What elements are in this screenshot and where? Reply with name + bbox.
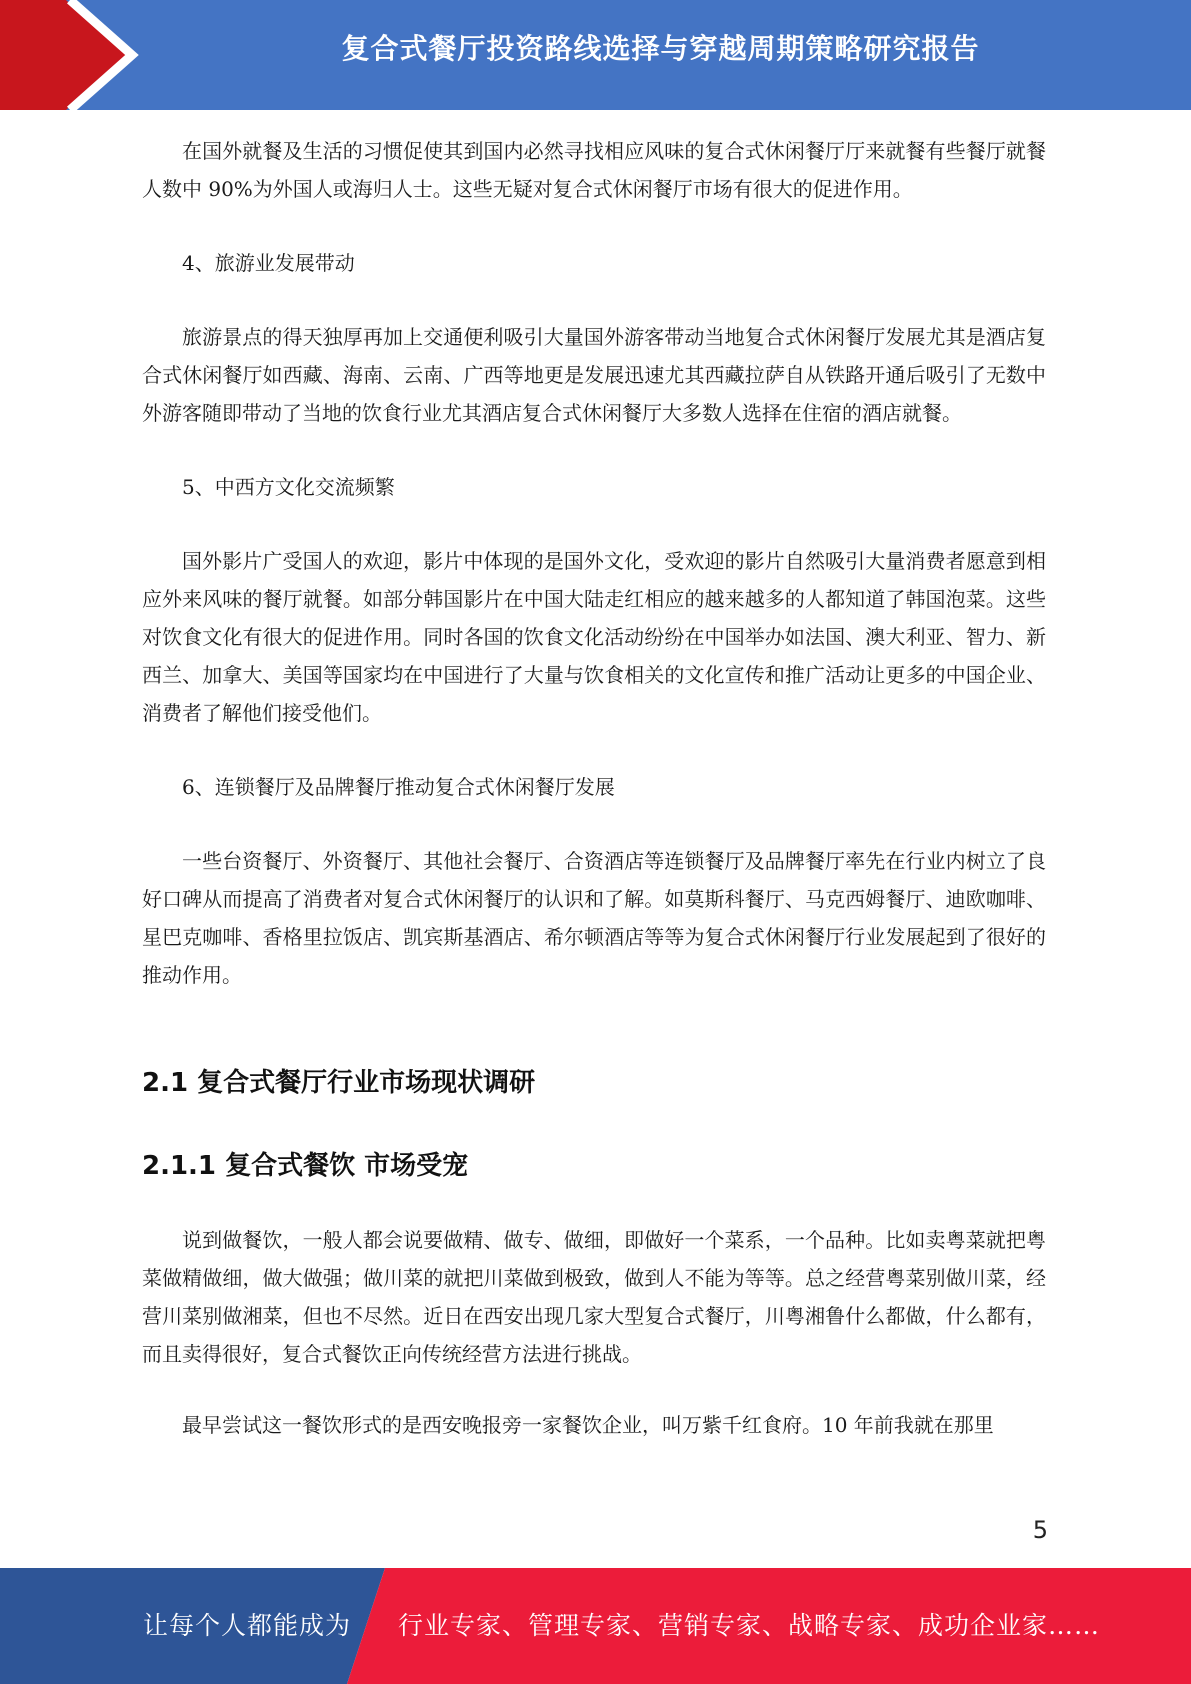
header-chevron-decoration <box>0 0 150 110</box>
paragraph: 在国外就餐及生活的习惯促使其到国内必然寻找相应风味的复合式休闲餐厅厅来就餐有些餐厅就餐人数中 90%为外国人或海归人士。这些无疑对复合式休闲餐厅市场有很大的促进作用。 <box>142 139 1046 201</box>
paragraph: 最早尝试这一餐饮形式的是西安晚报旁一家餐饮企业，叫万紫千红食府。10 年前我就在那里 <box>182 1413 994 1437</box>
paragraph: 旅游景点的得天独厚再加上交通便利吸引大量国外游客带动当地复合式休闲餐厅发展尤其是酒店复合式休闲餐厅如西藏、海南、云南、广西等地更是发展迅速尤其西藏拉萨自从铁路开通后吸引了无数中外游客随即带动了当地的饮食行业尤其酒店复合式休闲餐厅大多数人选择在住宿的酒店就餐。 <box>142 325 1046 425</box>
footer-slogan-left: 让每个人都能成为 <box>143 1611 352 1640</box>
paragraph: 说到做餐饮，一般人都会说要做精、做专、做细，即做好一个菜系，一个品种。比如卖粤菜就把粤菜做精做细，做大做强；做川菜的就把川菜做到极致，做到人不能为等等。总之经营粤菜别做川菜，经营川菜别做湘菜，但也不尽然。近日在西安出现几家大型复合式餐厅，川粤湘鲁什么都做，什么都有，而且卖得很好，复合式餐饮正向传统经营方法进行挑战。 <box>142 1228 1046 1366</box>
list-item-heading: 4、旅游业发展带动 <box>182 251 355 275</box>
paragraph: 一些台资餐厅、外资餐厅、其他社会餐厅、合资酒店等连锁餐厅及品牌餐厅率先在行业内树立了良好口碑从而提高了消费者对复合式休闲餐厅的认识和了解。如莫斯科餐厅、马克西姆餐厅、迪欧咖啡、星巴克咖啡、香格里拉饭店、凯宾斯基酒店、希尔顿酒店等等为复合式休闲餐厅行业发展起到了很好的推动作用。 <box>142 849 1046 987</box>
list-item-heading: 5、中西方文化交流频繁 <box>182 475 395 499</box>
paragraph: 国外影片广受国人的欢迎，影片中体现的是国外文化，受欢迎的影片自然吸引大量消费者愿意到相应外来风味的餐厅就餐。如部分韩国影片在中国大陆走红相应的越来越多的人都知道了韩国泡菜。这些对饮食文化有很大的促进作用。同时各国的饮食文化活动纷纷在中国举办如法国、澳大利亚、智力、新西兰、加拿大、美国等国家均在中国进行了大量与饮食相关的文化宣传和推广活动让更多的中国企业、消费者了解他们接受他们。 <box>142 549 1046 725</box>
subsection-heading: 2.1.1 复合式餐饮 市场受宠 <box>142 1151 469 1181</box>
page-number: 5 <box>1032 1516 1048 1544</box>
list-item-heading: 6、连锁餐厅及品牌餐厅推动复合式休闲餐厅发展 <box>182 775 615 799</box>
document-body <box>142 132 1046 1444</box>
page-header <box>0 0 1191 110</box>
page-footer <box>0 1568 1191 1684</box>
footer-slogan-right: 行业专家、管理专家、营销专家、战略专家、成功企业家…… <box>398 1611 1101 1640</box>
section-heading: 2.1 复合式餐厅行业市场现状调研 <box>142 1068 536 1098</box>
report-title: 复合式餐厅投资路线选择与穿越周期策略研究报告 <box>341 32 980 65</box>
